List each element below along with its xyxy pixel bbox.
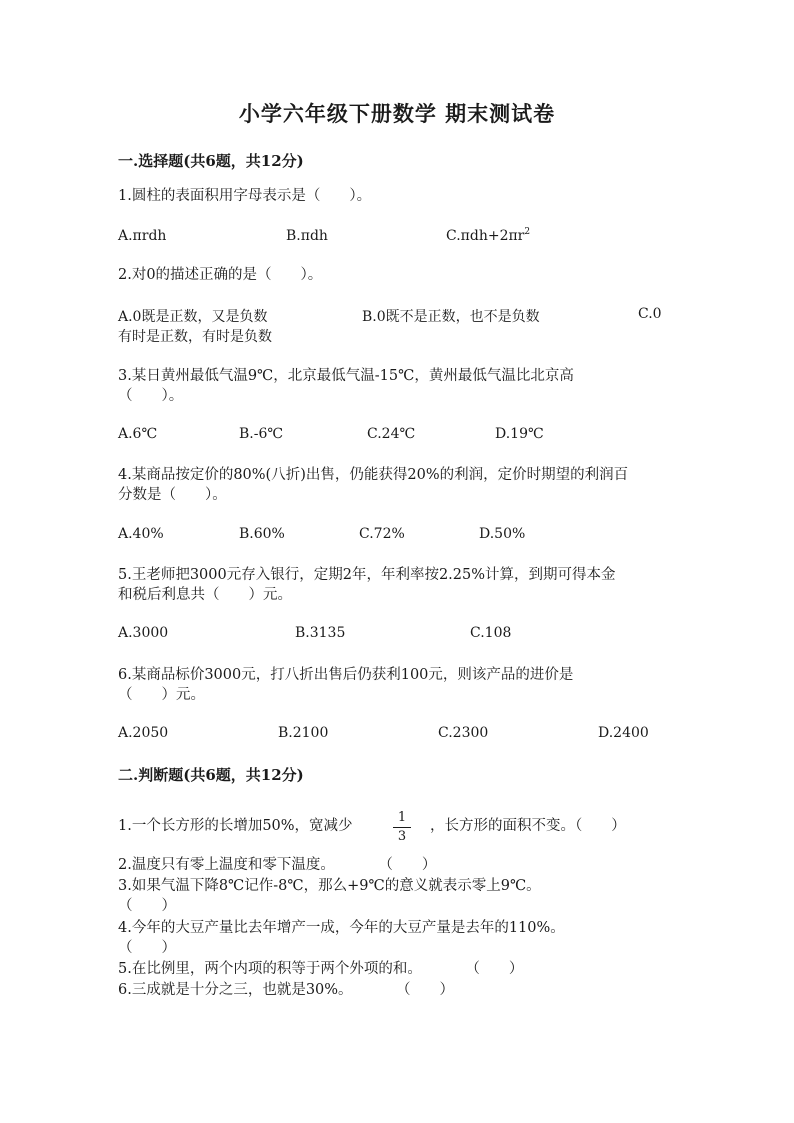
q1-option-b: B.πdh: [286, 228, 328, 244]
q3-option-d: D.19℃: [495, 426, 544, 442]
tf-question-1-before: 1.一个长方形的长增加50%，宽减少: [118, 818, 353, 834]
tf-question-5: 5.在比例里，两个内项的积等于两个外项的和。 （ ）: [118, 961, 524, 977]
question-6-line-1: 6.某商品标价3000元，打八折出售后仍获利100元，则该产品的进价是: [118, 667, 574, 683]
section-heading-true-false: 二.判断题(共6题，共12分): [118, 766, 304, 784]
q5-option-c: C.108: [470, 625, 512, 641]
fraction-numerator: 1: [397, 810, 407, 825]
tf-question-6: 6.三成就是十分之三，也就是30%。 （ ）: [118, 982, 455, 998]
tf-question-4-line-1: 4.今年的大豆产量比去年增产一成，今年的大豆产量是去年的110%。: [118, 920, 565, 936]
question-4-line-1: 4.某商品按定价的80%(八折)出售，仍能获得20%的利润，定价时期望的利润百: [118, 467, 629, 483]
tf-question-4-line-2: （ ）: [118, 940, 176, 956]
q2-option-b: B.0既不是正数，也不是负数: [362, 309, 540, 325]
question-4-line-2: 分数是（ ）。: [118, 487, 227, 503]
fraction-denominator: 3: [397, 829, 407, 844]
page-title: 小学六年级下册数学 期末测试卷: [238, 101, 556, 126]
q2-option-c: C.0: [638, 306, 662, 322]
tf-question-3-line-1: 3.如果气温下降8℃记作-8℃，那么+9℃的意义就表示零上9℃。: [118, 878, 541, 894]
q1-option-c-superscript: 2: [524, 227, 531, 237]
q4-option-c: C.72%: [359, 526, 405, 542]
q3-option-c: C.24℃: [367, 426, 416, 442]
question-3-line-2: （ ）。: [118, 388, 184, 404]
q6-option-d: D.2400: [598, 725, 649, 741]
q6-option-a: A.2050: [118, 725, 169, 741]
tf-question-3-line-2: （ ）: [118, 898, 176, 914]
question-5-line-1: 5.王老师把3000元存入银行，定期2年，年利率按2.25%计算，到期可得本金: [118, 567, 616, 583]
fraction-one-third: [393, 811, 411, 844]
section-heading-choice: 一.选择题(共6题，共12分): [118, 152, 304, 170]
q3-option-b: B.-6℃: [239, 426, 284, 442]
question-1-text: 1.圆柱的表面积用字母表示是（ ）。: [118, 188, 372, 204]
question-2-text: 2.对0的描述正确的是（ ）。: [118, 267, 323, 283]
question-3-line-1: 3.某日黄州最低气温9℃，北京最低气温-15℃，黄州最低气温比北京高: [118, 368, 574, 384]
q4-option-a: A.40%: [118, 526, 164, 542]
tf-question-1-after: ，长方形的面积不变。（ ）: [430, 818, 626, 834]
q2-option-c-continued: 有时是正数，有时是负数: [118, 329, 272, 345]
q2-option-a: A.0既是正数，又是负数: [118, 309, 268, 325]
q1-option-c-text: C.πdh+2πr: [446, 228, 525, 244]
q5-option-a: A.3000: [118, 625, 169, 641]
q1-option-c: [446, 228, 530, 244]
q4-option-d: D.50%: [479, 526, 526, 542]
q5-option-b: B.3135: [295, 625, 346, 641]
tf-question-2: 2.温度只有零上温度和零下温度。 （ ）: [118, 857, 437, 873]
fraction-bar: [393, 827, 411, 828]
question-5-line-2: 和税后利息共（ ）元。: [118, 587, 292, 603]
q6-option-b: B.2100: [278, 725, 329, 741]
q4-option-b: B.60%: [239, 526, 285, 542]
q6-option-c: C.2300: [438, 725, 489, 741]
question-6-line-2: （ ）元。: [118, 687, 205, 703]
q3-option-a: A.6℃: [118, 426, 158, 442]
q1-option-a: A.πrdh: [118, 228, 167, 244]
